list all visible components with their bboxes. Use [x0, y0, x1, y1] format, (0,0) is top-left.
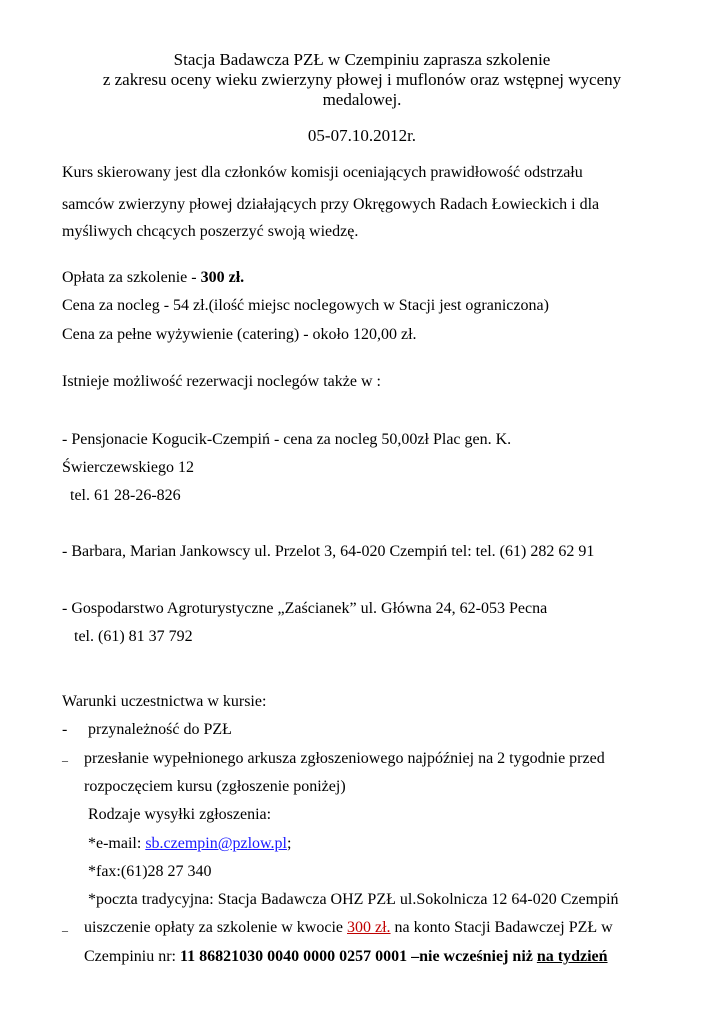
- lodging-c-phone: tel. (61) 81 37 792: [74, 628, 193, 645]
- send-fax: *fax:(61)28 27 340: [88, 863, 212, 880]
- condition-2-line-2: rozpoczęciem kursu (zgłoszenie poniżej): [84, 778, 346, 795]
- conditions-heading: Warunki uczestnictwa w kursie:: [62, 693, 267, 710]
- lodging-b-line-1: - Barbara, Marian Jankowscy ul. Przelot 3, 64-020 Czempiń tel: tel. (61) 282 62 91: [62, 543, 595, 560]
- document-title: [60, 50, 664, 110]
- condition-1-dash: -: [62, 721, 68, 738]
- lodging-a-line-1: - Pensjonacie Kogucik-Czempiń - cena za nocleg 50,00zł Plac gen. K.: [62, 431, 512, 448]
- catering-price: Cena za pełne wyżywienie (catering) - około 120,00 zł.: [62, 326, 417, 343]
- condition-3-text: uiszczenie opłaty za szkolenie w kwocie: [84, 919, 347, 936]
- condition-2-bullet: –: [62, 753, 68, 767]
- condition-3-text-post: na konto Stacji Badawczej PZŁ w: [390, 919, 613, 936]
- lodging-c-line-1: - Gospodarstwo Agroturystyczne „Zaścianek” ul. Główna 24, 62-053 Pecna: [62, 600, 548, 617]
- condition-3-bullet: –: [62, 923, 68, 937]
- training-fee-value: 300 zł.: [200, 269, 245, 286]
- lodging-a-phone: tel. 61 28-26-826: [70, 487, 181, 504]
- send-post: *poczta tradycyjna: Stacja Badawcza OHZ PZŁ ul.Sokolnicza 12 64-020 Czempiń: [88, 891, 619, 908]
- training-fee-label: Opłata za szkolenie -: [62, 269, 201, 286]
- title-line-1: Stacja Badawcza PZŁ w Czempiniu zaprasza szkolenie: [173, 50, 551, 69]
- intro-line-3: myśliwych chcących poszerzyć swoją wiedzę.: [62, 223, 359, 240]
- title-line-3: medalowej.: [322, 90, 402, 109]
- account-number: 11 86821030 0040 0000 0257 0001: [179, 948, 408, 965]
- send-methods-heading: Rodzaje wysyłki zgłoszenia:: [88, 806, 272, 823]
- email-link[interactable]: sb.czempin@pzlow.pl: [145, 835, 287, 852]
- title-line-2: z zakresu oceny wieku zwierzyny płowej i muflonów oraz wstępnej wyceny: [102, 70, 622, 89]
- payment-deadline: –nie wcześniej niż: [407, 948, 537, 965]
- booking-intro: Istnieje możliwość rezerwacji noclegów także w :: [62, 373, 381, 390]
- condition-2-line-1: przesłanie wypełnionego arkusza zgłoszeniowego najpóźniej na 2 tygodnie przed: [84, 750, 605, 767]
- intro-line-1: Kurs skierowany jest dla członków komisji oceniających prawidłowość odstrzału: [62, 164, 583, 181]
- payment-deadline-underlined: na tydzień: [536, 948, 608, 965]
- email-suffix: ;: [286, 835, 292, 852]
- lodging-price: Cena za nocleg - 54 zł.(ilość miejsc noclegowych w Stacji jest ograniczona): [62, 297, 549, 314]
- intro-line-2: samców zwierzyny płowej działających przy Okręgowych Radach Łowieckich i dla: [62, 196, 600, 213]
- account-label: Czempiniu nr:: [84, 948, 180, 965]
- fee-amount: 300 zł.: [347, 919, 391, 936]
- condition-3-line-1: [84, 918, 613, 938]
- lodging-a-line-2: Świerczewskiego 12: [62, 459, 194, 476]
- condition-3-line-2: [84, 947, 608, 967]
- condition-1: przynależność do PZŁ: [88, 721, 232, 738]
- email-label: *e-mail:: [88, 835, 146, 852]
- send-email: [88, 834, 291, 854]
- training-fee: [62, 268, 244, 288]
- course-date: 05-07.10.2012r.: [307, 126, 417, 145]
